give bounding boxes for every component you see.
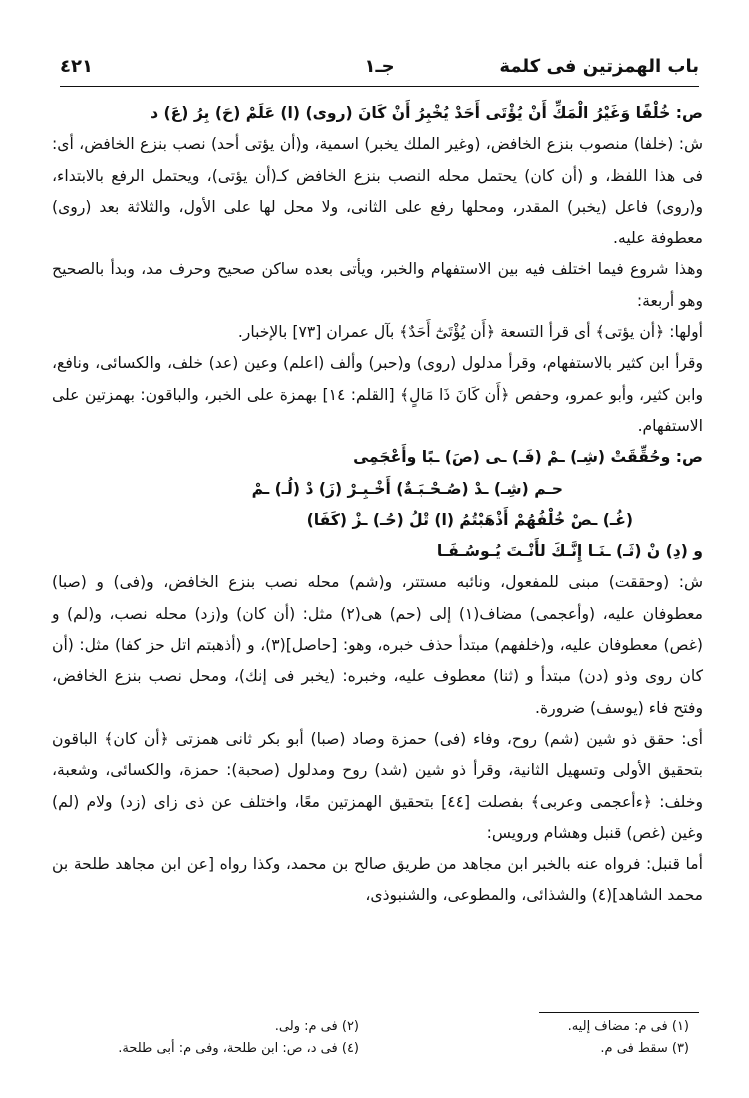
page-number: ٤٢١ — [60, 56, 93, 77]
verse-line: ص: خُلْفًا وَغَيْرُ الْمَكِّ أَنْ يُؤْتَى أَحَدْ يُخْبِرُ أَنْ كَانَ (روى) (ا) عَلَمْ (حَ) بِرُ (عَ) د — [150, 104, 703, 122]
commentary-paragraph: أما قنبل: فرواه عنه بالخبر ابن مجاهد من طريق صالح بن محمد، وكذا رواه [عن ابن مجاهد طلحة بن محمد الشاهد](٤) والشذائى، والمطوعى، والشنبوذى، — [52, 855, 703, 905]
commentary-paragraph: وهذا شروع فيما اختلف فيه بين الاستفهام والخبر، ويأتى بعده ساكن صحيح وحرف مد، وبدأ بالصحيح وهو أربعة: — [52, 260, 703, 310]
footnote: (١) فى م: مضاف إليه. — [567, 1019, 689, 1034]
verse-line: حـم (شِـ) ـدْ (صُـحْـبَـةٌ) أَخْـبِـرْ (زَ) دْ (لُـ) ـمْ — [251, 479, 563, 498]
verse-line: (غُـ) ـصْ خُلْفُهُمْ أَذْهَبْتُمُ (ا) تْلُ (حُـ) ـزْ (كَفَا) — [306, 510, 633, 529]
footnote: (٤) فى د، ص: ابن طلحة، وفى م: أبى طلحة. — [118, 1041, 359, 1056]
volume-number: جـ١ — [364, 56, 395, 77]
verse-line: ص: وحُقِّقَتْ (شِـ) ـمْ (فَـ) ـى (صَ) ـبًا وأَعْجَمِى — [353, 448, 703, 467]
main-text — [52, 98, 703, 912]
footnote: (٢) فى م: ولى. — [274, 1019, 359, 1034]
footnote-divider — [539, 1012, 699, 1013]
chapter-title: باب الهمزتين فى كلمة — [499, 56, 699, 77]
commentary-paragraph: ش: (وحققت) مبنى للمفعول، ونائبه مستتر، و(شم) محله نصب بنزع الخافض، و(فى) و (صبا) معطوفان عليه، (وأعجمى) مضاف(١) إلى (حم) هى(٢) مثل: (أن كان) و(زد) محله نصب، و(لم) و (غص) معطوفان عليه، و(خلفهم) مبتدأ حذف خبره، وهو: [حاصل](٣)، و (أذهبتم اتل حز كفا) مثل: (أن كان روى وذو (دن) مبتدأ و (ثنا) معطوف عليه، وخبره: (يخبر فى إنك)، ومحل نصب بنزع الخافض، وفتح فاء (يوسف) ضرورة. — [52, 573, 703, 717]
commentary-paragraph: أولها: ﴿أن يؤتى﴾ أى قرأ التسعة ﴿أَن يُؤْتَىٰٓ أَحَدٌ﴾ بآل عمران [٧٣] بالإخبار. — [237, 323, 703, 342]
commentary-paragraph: ش: (خلفا) منصوب بنزع الخافض، (وغير الملك يخبر) اسمية، و(أن يؤتى أحد) نصب بنزع الخافض، أى: فى هذا اللفظ، و (أن كان) يحتمل محله النصب بنزع الخافض كـ(أن يؤتى)، ويحتمل الرفع بالابتداء، و(روى) فاعل (يخبر) المقدر، ومحلها رفع على الثانى، ولا محل لها على الأول، والثلاثة بعد (روى) معطوفة عليه. — [52, 135, 703, 248]
footnote: (٣) سقط فى م. — [600, 1041, 689, 1056]
running-header — [60, 52, 699, 87]
commentary-paragraph: وقرأ ابن كثير بالاستفهام، وقرأ مدلول (روى) و(حبر) وألف (اعلم) وعين (عد) خلف، والكسائى، ونافع، وابن كثير، وأبو عمرو، وحفص ﴿أَن كَانَ ذَا مَالٍ﴾ [القلم: ١٤] بهمزة على الخبر، والباقون: بهمزتين على الاستفهام. — [52, 354, 703, 435]
commentary-paragraph: أى: حقق ذو شين (شم) روح، وفاء (فى) حمزة وصاد (صبا) أبو بكر ثانى همزتى ﴿أن كان﴾ الباقون بتحقيق الأولى وتسهيل الثانية، وقرأ ذو شين (شد) روح ومدلول (صحبة): حمزة، والكسائى، وشعبة، وخلف: ﴿ءأعجمى وعربى﴾ بفصلت [٤٤] بتحقيق الهمزتين معًا، واختلف عن ذى زاى (زد) ولام (لم) وغين (غص) قنبل وهشام ورويس: — [52, 729, 703, 842]
verse-line: و (دِ) نْ (ثَـ) ـنَـا إِنَّـكَ لأَنْـتَ يُـوسُـفَـا — [436, 542, 703, 561]
